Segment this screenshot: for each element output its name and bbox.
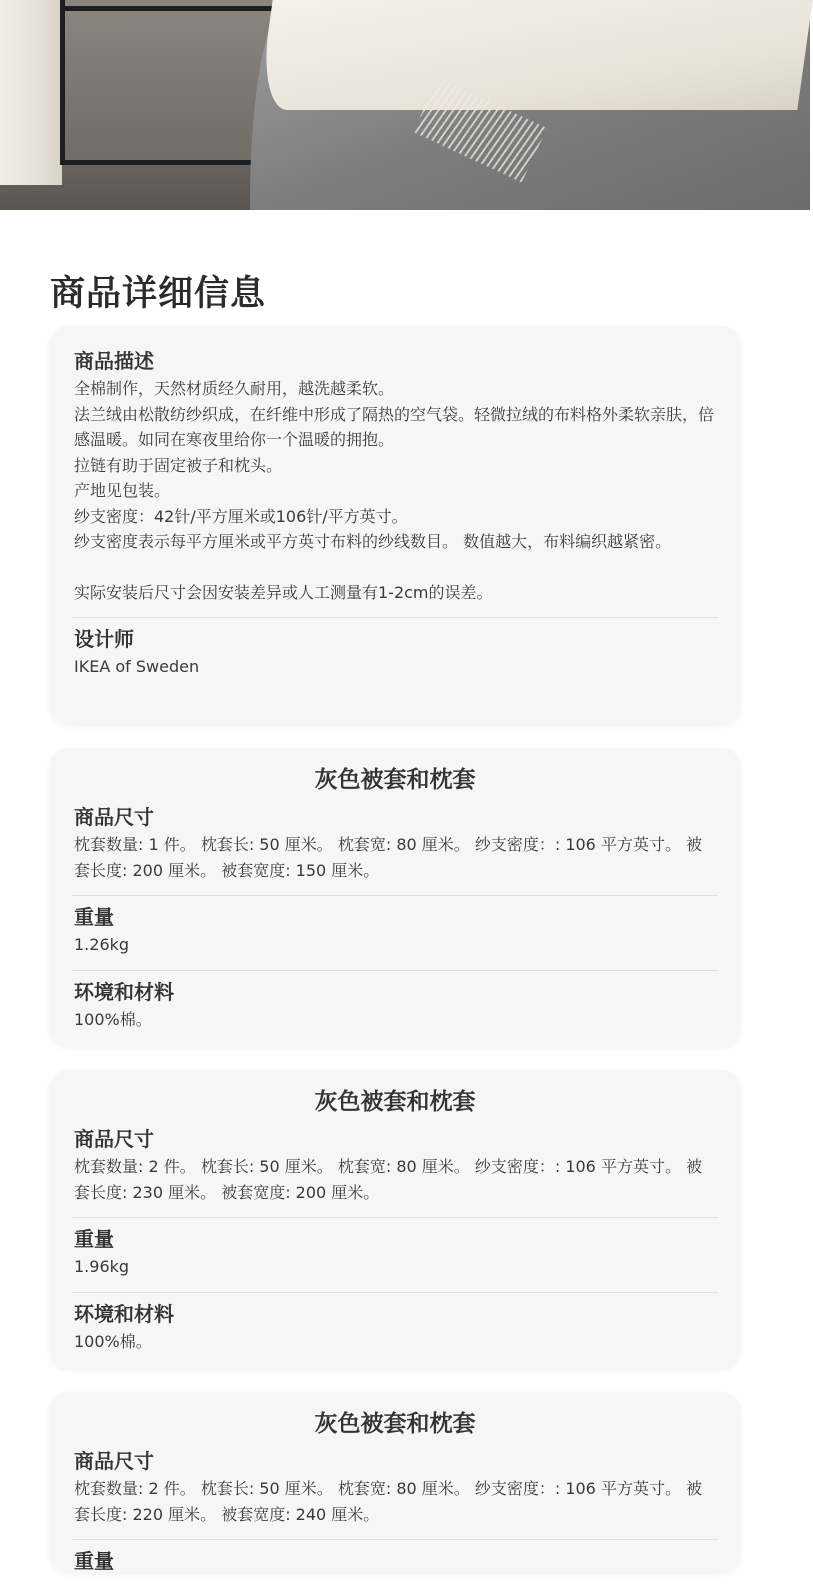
size-heading: 商品尺寸 (74, 805, 154, 829)
material-value: 100%棉。 (74, 1331, 152, 1351)
weight-value: 1.96kg (74, 1257, 130, 1276)
hero-side-table (60, 6, 290, 11)
material-value: 100%棉。 (74, 1009, 152, 1029)
description-section (72, 326, 718, 618)
designer-name: IKEA of Sweden (74, 657, 200, 676)
page-title: 商品详细信息 (50, 274, 267, 314)
designer-section (72, 618, 718, 692)
size-text: 枕套数量: 1 件。 枕套长: 50 厘米。 枕套宽: 80 厘米。 纱支密度：: 106 平方英寸。 被套长度: 200 厘米。 被套宽度: 150 厘米。 (74, 835, 703, 880)
size-section (72, 1440, 718, 1540)
material-heading: 环境和材料 (74, 1301, 174, 1326)
hero-curtain (0, 0, 62, 185)
product-card (50, 1392, 740, 1572)
description-line: 产地见包装。 (74, 481, 171, 500)
hero-photo (0, 0, 790, 210)
product-card-title: 灰色被套和枕套 (314, 1089, 476, 1115)
description-line: 拉链有助于固定被子和枕头。 (74, 455, 283, 475)
description-heading: 商品描述 (74, 349, 154, 373)
size-text: 枕套数量: 2 件。 枕套长: 50 厘米。 枕套宽: 80 厘米。 纱支密度：: 106 平方英寸。 被套长度: 230 厘米。 被套宽度: 200 厘米。 (74, 1157, 703, 1202)
weight-section (72, 896, 718, 971)
weight-heading: 重量 (74, 1549, 114, 1573)
description-card (50, 326, 740, 724)
product-card (50, 1070, 740, 1368)
spacer (74, 555, 716, 580)
hero-throw-blanket (257, 0, 812, 110)
weight-section (72, 1540, 718, 1588)
designer-heading: 设计师 (74, 627, 134, 651)
size-text: 枕套数量: 2 件。 枕套长: 50 厘米。 枕套宽: 80 厘米。 纱支密度：: 106 平方英寸。 被套长度: 220 厘米。 被套宽度: 240 厘米。 (74, 1479, 703, 1524)
material-section (72, 1293, 718, 1367)
size-section (72, 1118, 718, 1218)
size-heading: 商品尺寸 (74, 1449, 154, 1473)
product-card (50, 748, 740, 1046)
description-line: 纱支密度表示每平方厘米或平方英寸布料的纱线数目。 数值越大，布料编织越紧密。 (74, 532, 672, 551)
material-heading: 环境和材料 (74, 979, 174, 1004)
weight-heading: 重量 (74, 905, 114, 929)
size-heading: 商品尺寸 (74, 1127, 154, 1151)
material-section (72, 971, 718, 1045)
hero-side-table-leg (60, 0, 65, 165)
description-line: 纱支密度：42针/平方厘米或106针/平方英寸。 (74, 506, 408, 526)
size-section (72, 796, 718, 896)
product-card-title: 灰色被套和枕套 (314, 767, 476, 793)
description-line: 法兰绒由松散纺纱织成，在纤维中形成了隔热的空气袋。轻微拉绒的布料格外柔软亲肤，倍感温暖。如同在寒夜里给你一个温暖的拥抱。 (74, 404, 715, 449)
description-line: 全棉制作，天然材质经久耐用，越洗越柔软。 (74, 379, 395, 398)
product-card-title: 灰色被套和枕套 (314, 1411, 476, 1437)
weight-section (72, 1218, 718, 1293)
weight-heading: 重量 (74, 1227, 114, 1251)
weight-value: 1.26kg (74, 935, 130, 954)
measurement-note: 实际安装后尺寸会因安装差异或人工测量有1-2cm的误差。 (74, 582, 493, 602)
